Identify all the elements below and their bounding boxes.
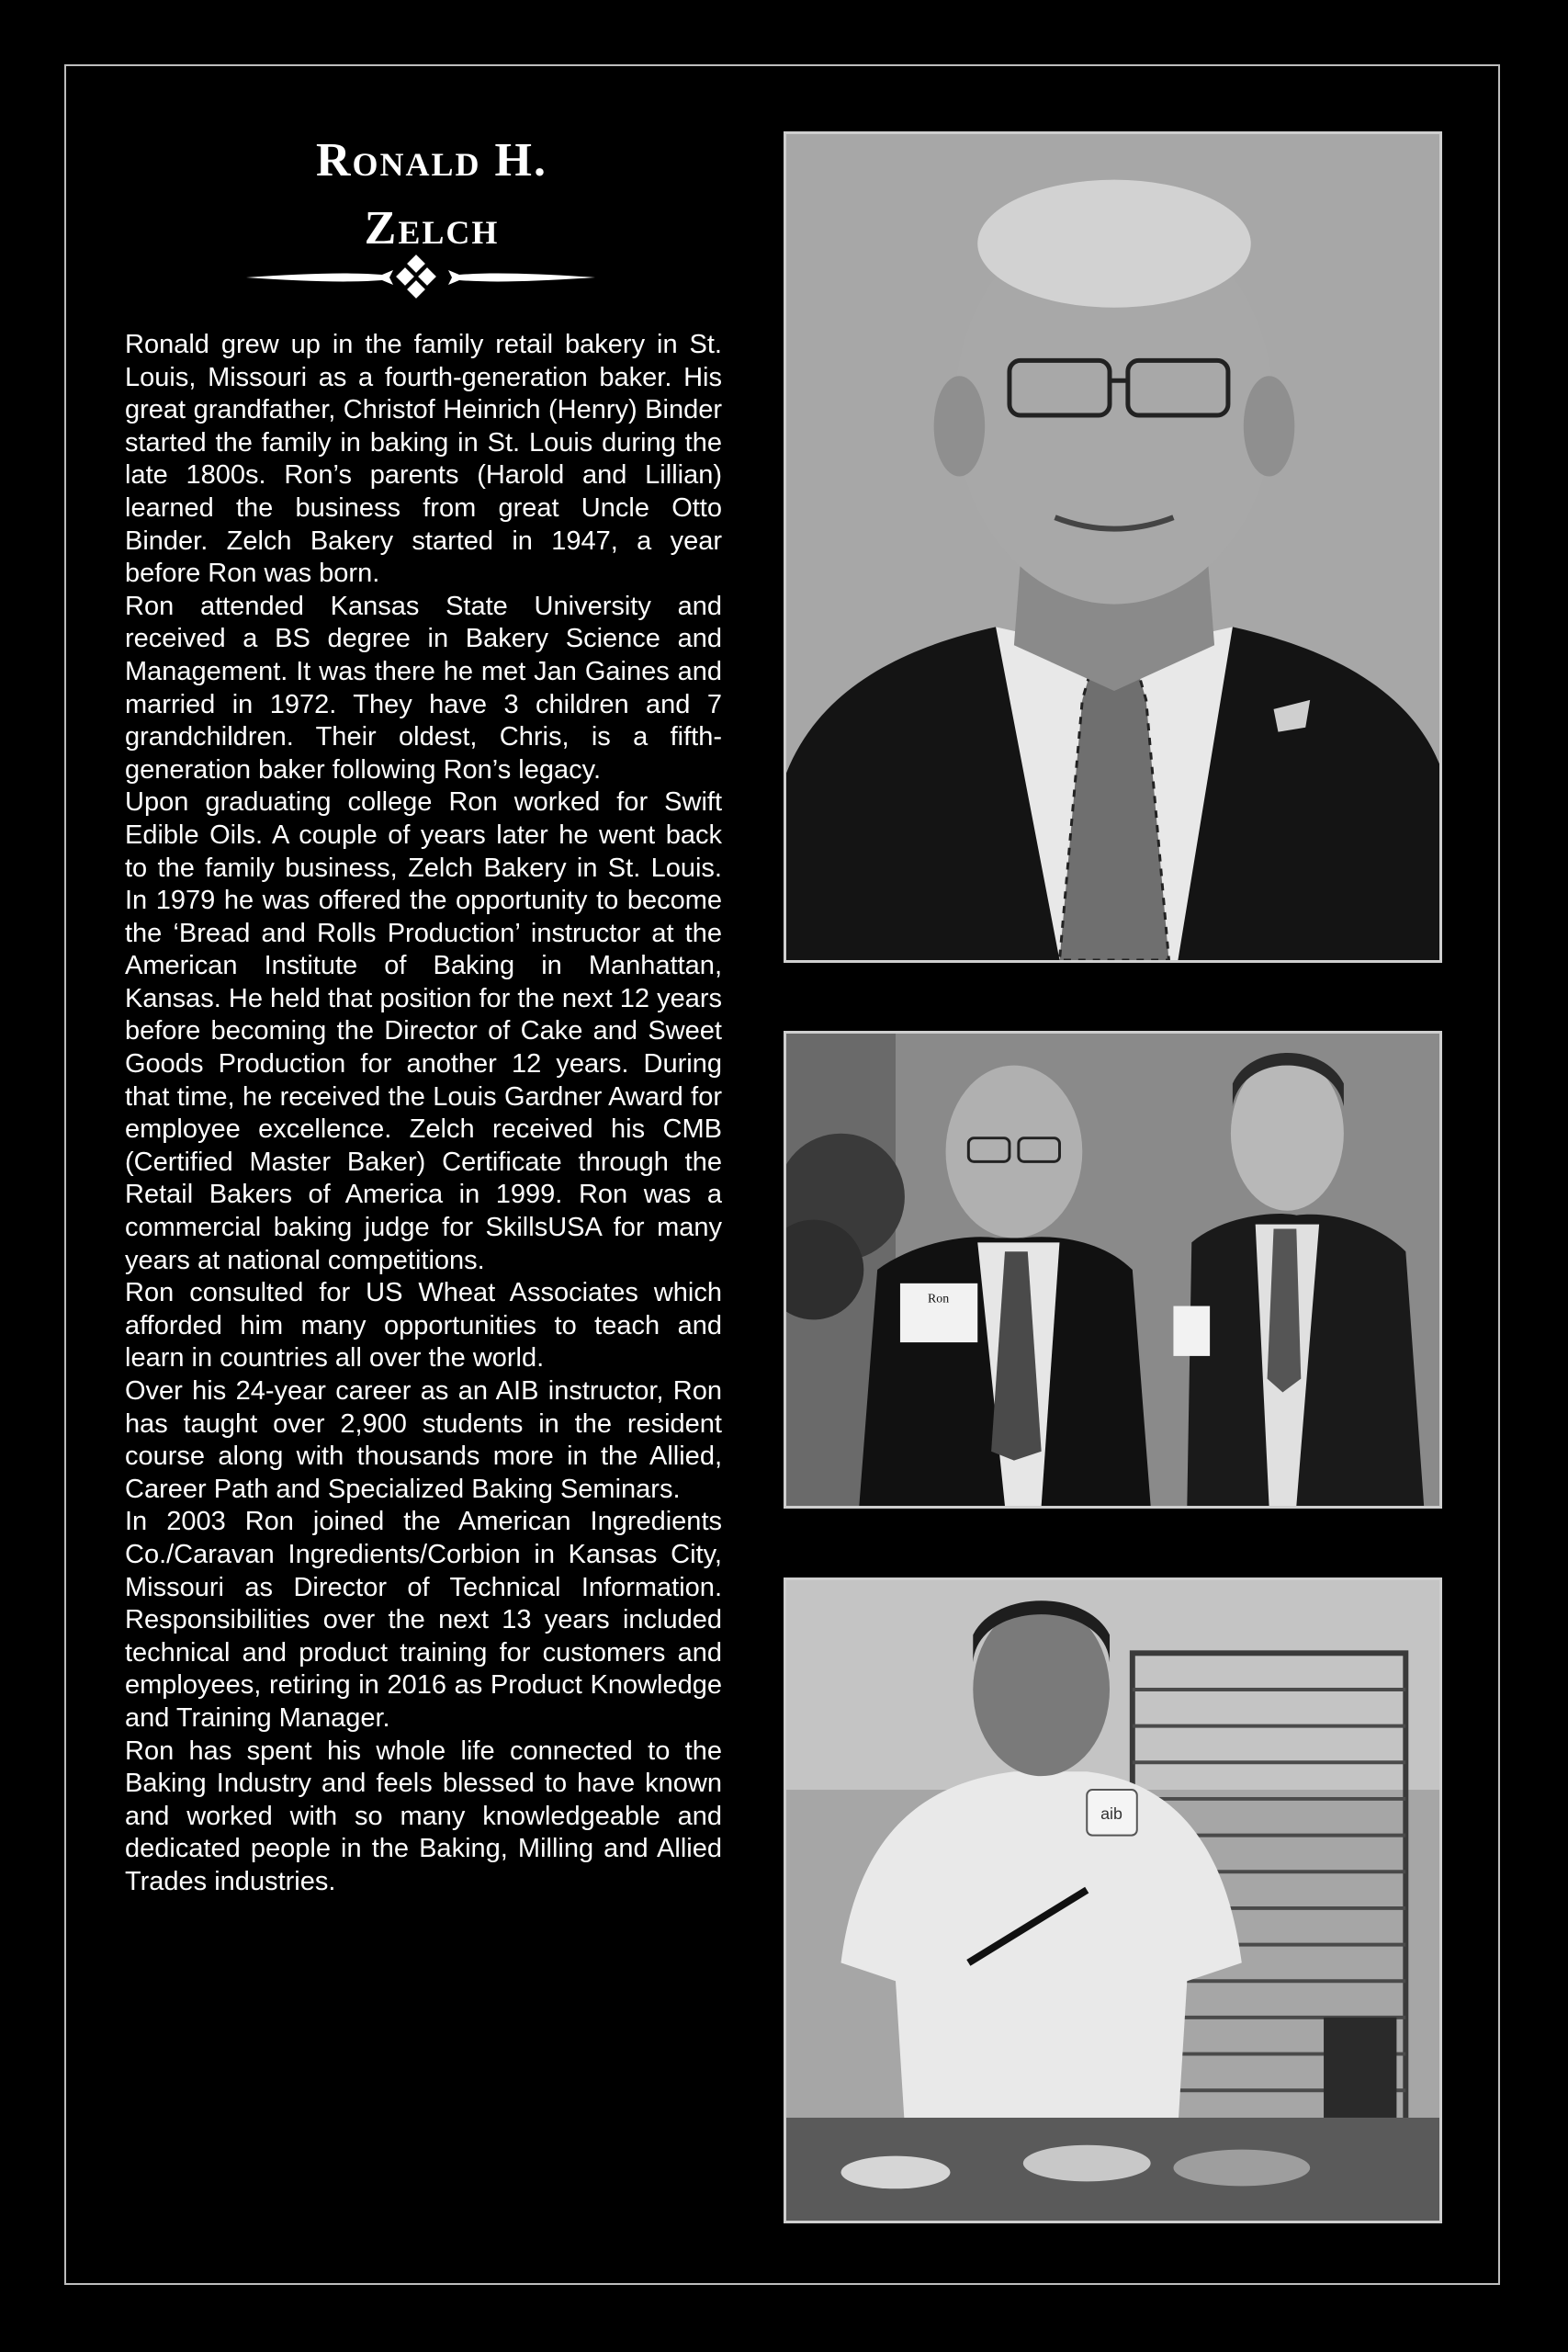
bio-paragraph: Ron consulted for US Wheat Associates which afforded him many opportunities to teach and learn in countries all over the world. [125, 1278, 722, 1374]
bio-paragraph: Over his 24-year career as an AIB instructor, Ron has taught over 2,900 students in the resident course along with thousands more in the Allied, Career Path and Specialized Baking Seminars. [125, 1376, 722, 1504]
bio-paragraph: In 2003 Ron joined the American Ingredients Co./Caravan Ingredients/Corbion in Kansas City, Missouri as Director of Technical Information. Responsibilities over the next 13 years included technical and product training for customers and employees, retiring in 2016 as Product Knowledge and Training Manager. [125, 1507, 722, 1733]
bio-paragraph: Ron attended Kansas State University and received a BS degree in Bakery Science and Management. It was there he met Jan Gaines and married in 1972. They have 3 children and 7 grandchildren. Their oldest, Chris, is a fifth-generation baker following Ron’s legacy. [125, 591, 722, 785]
title-line-1: Ronald H. [315, 134, 547, 187]
bio-paragraph: Ron has spent his whole life connected to the Baking Industry and feels blessed to have known and worked with so many knowledgeable and dedicated people in the Baking, Milling and Allied Trades industries. [125, 1736, 722, 1896]
ornament-divider-icon [246, 250, 595, 305]
bio-paragraph: Ronald grew up in the family retail bakery in St. Louis, Missouri as a fourth-generation baker. His great grandfather, Christof Heinrich (Henry) Binder started the family in baking in St. Louis during the late 1800s. Ron’s parents (Harold and Lillian) learned the business from great Uncle Otto Binder. Zelch Bakery started in 1947, a year before Ron was born. [125, 330, 722, 589]
apron-logo-text: aib [1100, 1804, 1122, 1823]
biography-text [125, 329, 722, 1899]
title-line-2: Zelch [364, 202, 500, 254]
badge-name-label: Ron [928, 1291, 950, 1306]
portrait-photo [784, 131, 1442, 963]
baking-photo [784, 1577, 1442, 2223]
page-title [175, 127, 689, 263]
group-photo [784, 1031, 1442, 1509]
bio-paragraph: Upon graduating college Ron worked for Swift Edible Oils. A couple of years later he went back to the family business, Zelch Bakery in St. Louis. In 1979 he was offered the opportunity to become the ‘Bread and Rolls Production’ instructor at the American Institute of Baking in Manhattan, Kansas. He held that position for the next 12 years before becoming the Director of Cake and Sweet Goods Production for another 12 years. During that time, he received the Louis Gardner Award for employee excellence. Zelch received his CMB (Certified Master Baker) Certificate through the Retail Bakers of America in 1999. Ron was a commercial baking judge for SkillsUSA for many years at national competitions. [125, 787, 722, 1275]
